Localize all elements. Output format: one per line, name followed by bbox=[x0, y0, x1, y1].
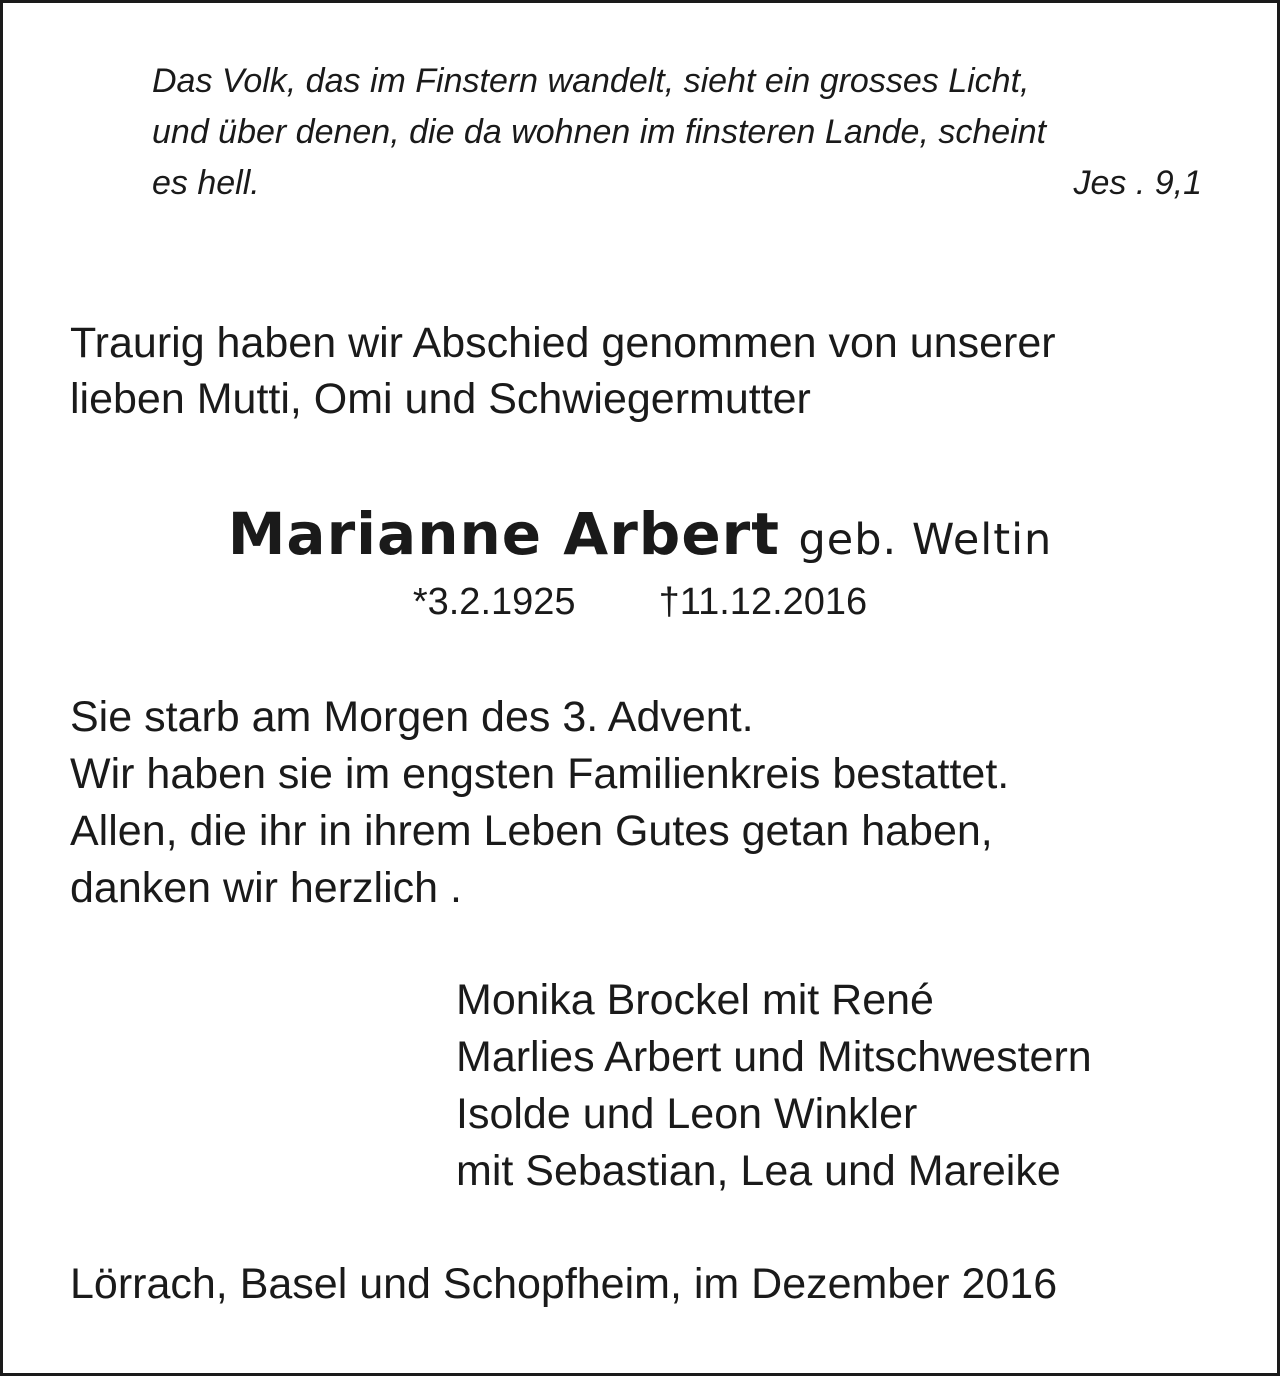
intro-line: Traurig haben wir Abschied genommen von unserer bbox=[70, 319, 1056, 367]
message-line: danken wir herzlich . bbox=[70, 864, 462, 912]
verse-line: und über denen, die da wohnen im finsteren Lande, scheint bbox=[152, 113, 1047, 151]
deceased-birth-name: geb. Weltin bbox=[798, 515, 1053, 565]
message-line: Sie starb am Morgen des 3. Advent. bbox=[70, 693, 754, 741]
intro-line: lieben Mutti, Omi und Schwiegermutter bbox=[70, 375, 811, 423]
message-line: Wir haben sie im engsten Familienkreis bestattet. bbox=[70, 750, 1010, 798]
verse-line: Das Volk, das im Finstern wandelt, sieht ein grosses Licht, bbox=[152, 62, 1030, 100]
life-dates bbox=[0, 583, 1280, 621]
verse-line: es hell. bbox=[152, 164, 260, 202]
birth-date: *3.2.1925 bbox=[412, 581, 576, 623]
mourner-line: Monika Brockel mit René bbox=[456, 976, 934, 1024]
death-date: †11.12.2016 bbox=[658, 581, 868, 623]
verse-reference: Jes . 9,1 bbox=[1073, 164, 1202, 202]
place-date: Lörrach, Basel und Schopfheim, im Dezember 2016 bbox=[70, 1260, 1058, 1308]
mourner-line: Isolde und Leon Winkler bbox=[456, 1090, 918, 1138]
mourner-line: mit Sebastian, Lea und Mareike bbox=[456, 1147, 1061, 1195]
deceased-name-row bbox=[0, 500, 1280, 568]
deceased-name: Marianne Arbert bbox=[227, 500, 780, 568]
message-line: Allen, die ihr in ihrem Leben Gutes getan haben, bbox=[70, 807, 993, 855]
mourner-line: Marlies Arbert und Mitschwestern bbox=[456, 1033, 1092, 1081]
